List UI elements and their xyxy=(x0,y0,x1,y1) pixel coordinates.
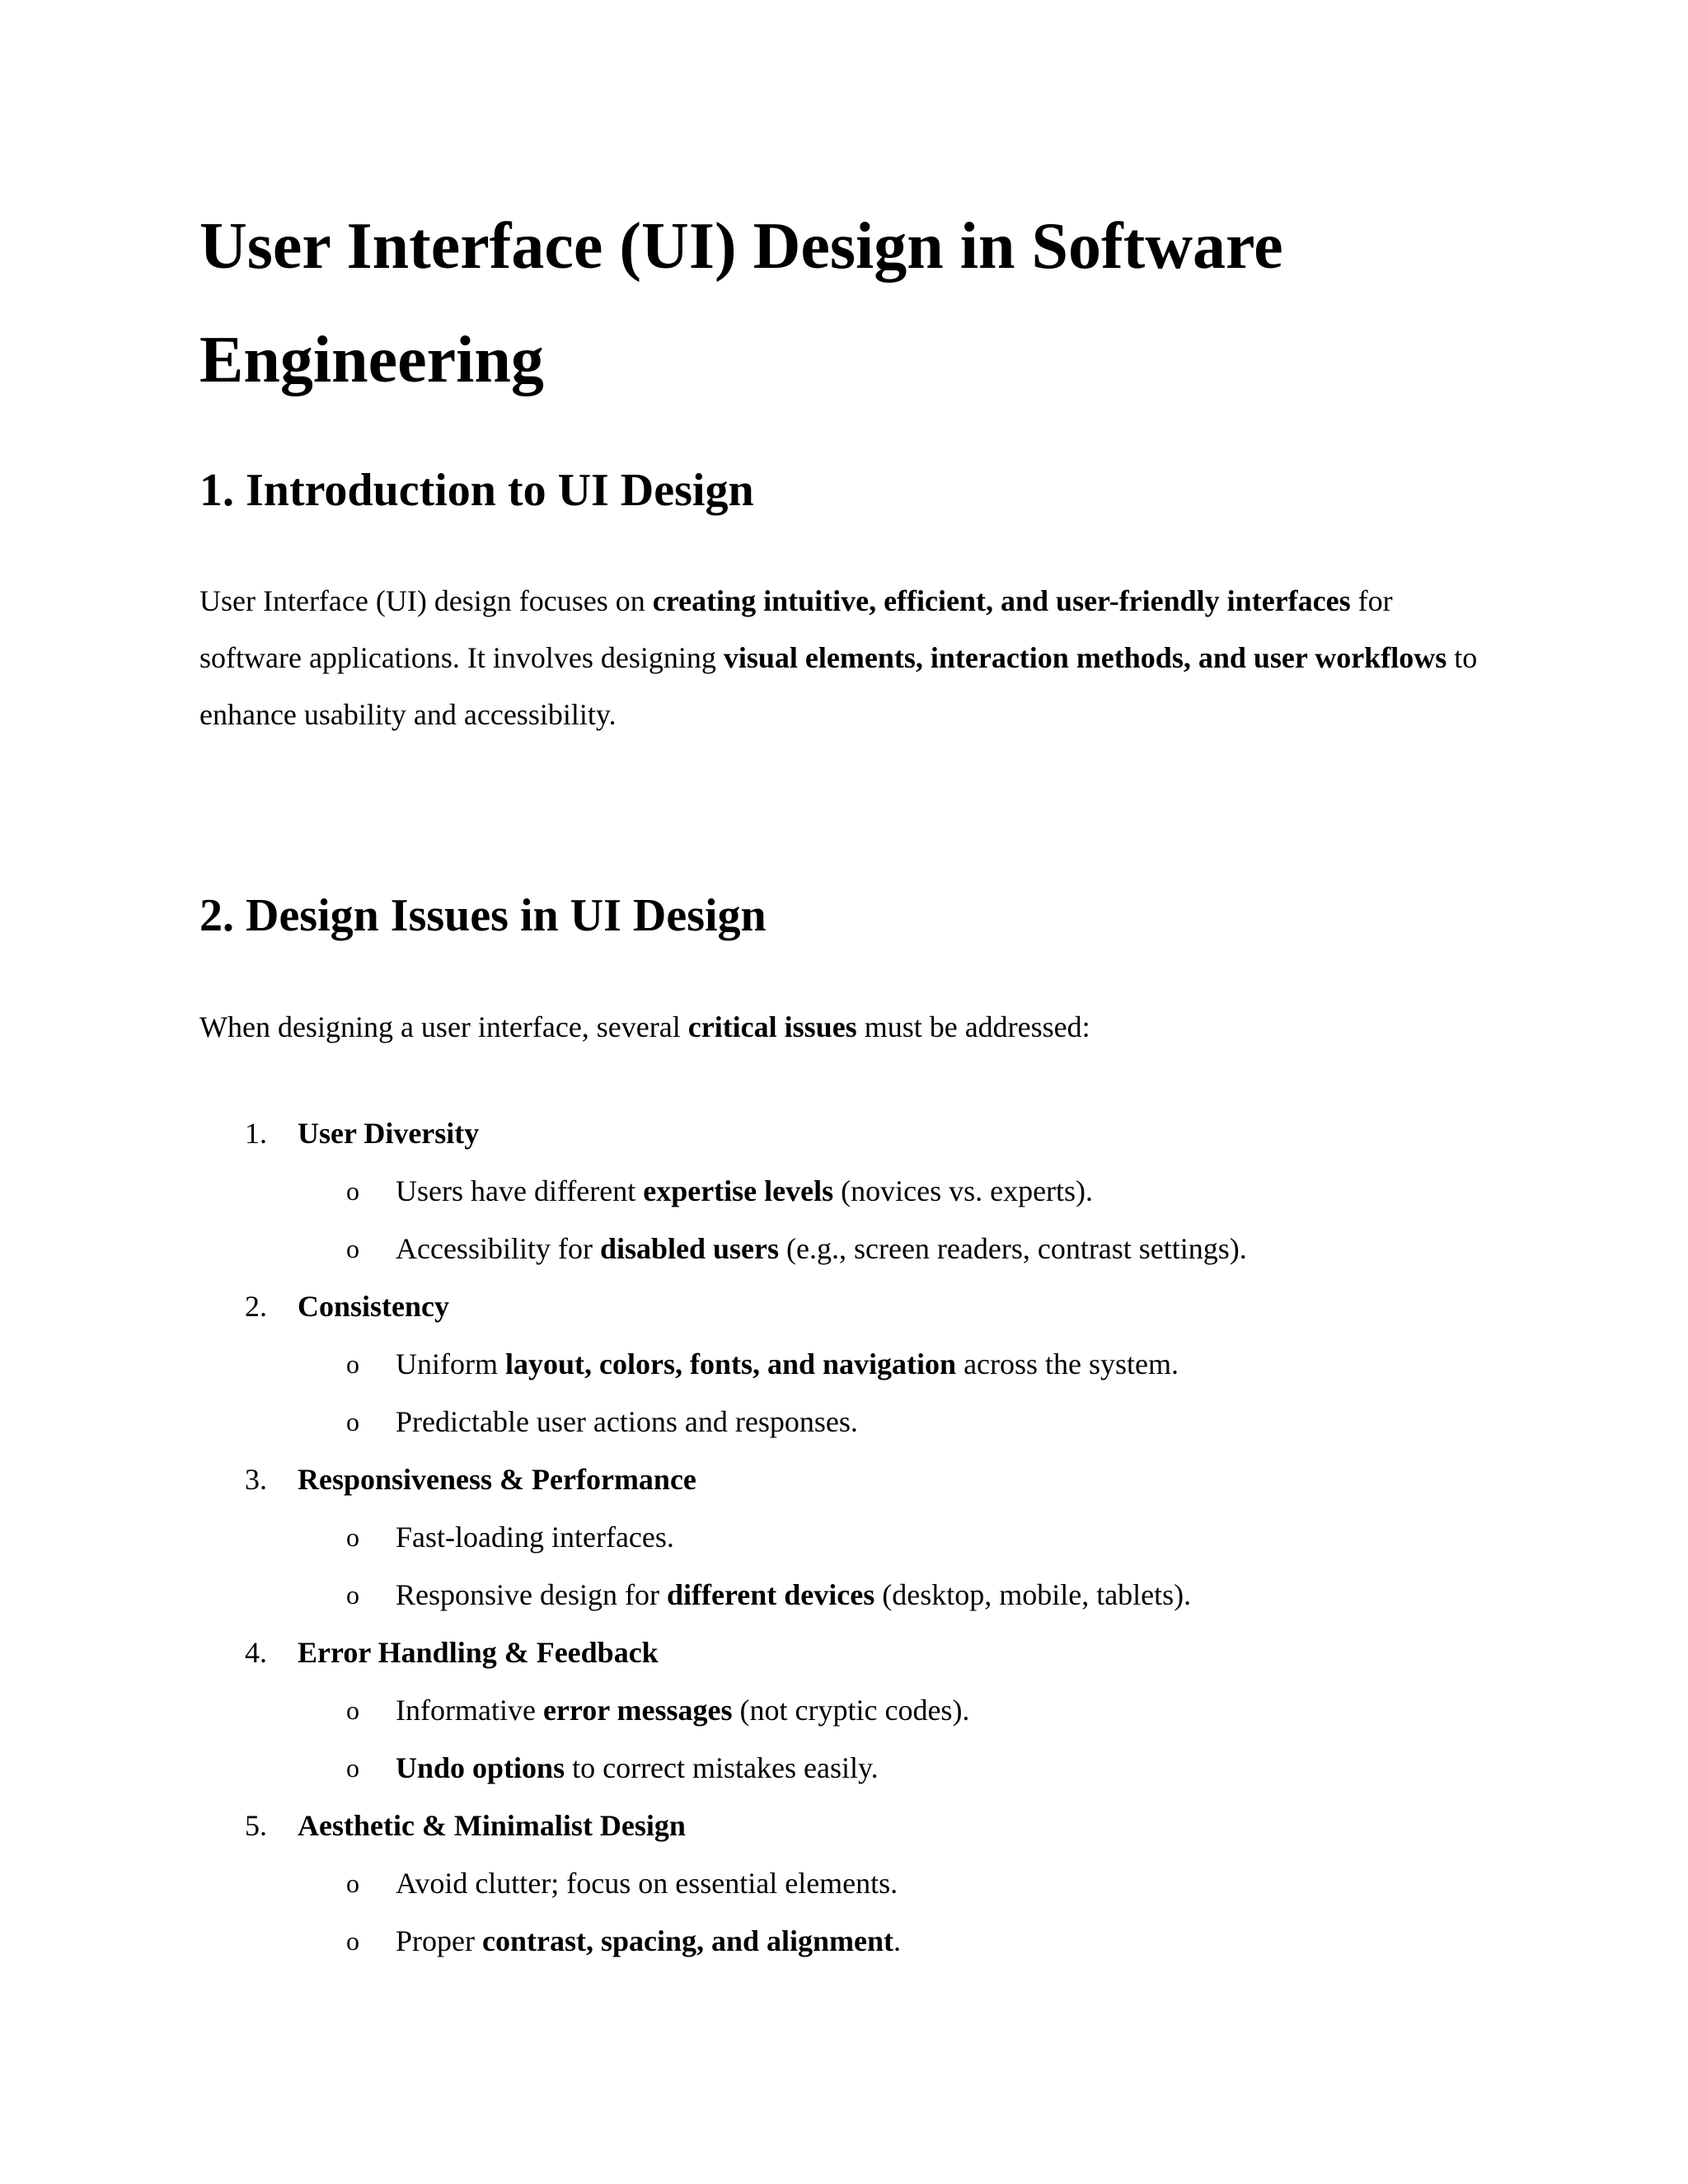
hollow-bullet-icon: o xyxy=(346,1868,359,1898)
list-item-title: User Diversity xyxy=(298,1117,480,1150)
hollow-bullet-icon: o xyxy=(346,1234,359,1263)
hollow-bullet-icon: o xyxy=(346,1176,359,1206)
hollow-bullet-icon: o xyxy=(346,1753,359,1783)
list-item-number: 5. xyxy=(245,1809,267,1842)
sub-list-item xyxy=(199,1854,1518,1912)
sub-list-item xyxy=(199,1335,1518,1393)
list-item-title: Error Handling & Feedback xyxy=(298,1636,659,1669)
list-item xyxy=(199,1451,1518,1508)
list-item xyxy=(199,1624,1518,1681)
sub-list-item xyxy=(199,1566,1518,1624)
sub-list-item xyxy=(199,1508,1518,1566)
hollow-bullet-icon: o xyxy=(346,1926,359,1956)
sub-item-text: Undo options to correct mistakes easily. xyxy=(396,1751,879,1784)
page-title: User Interface (UI) Design in Software Engineering xyxy=(199,210,1283,396)
design-issues-emphasis: critical issues xyxy=(687,1010,857,1043)
sub-list-item xyxy=(199,1681,1518,1739)
sub-item-text: Uniform layout, colors, fonts, and navigation across the system. xyxy=(396,1347,1179,1380)
sub-item-text: Informative error messages (not cryptic codes). xyxy=(396,1694,970,1727)
list-item-title: Responsiveness & Performance xyxy=(298,1463,696,1496)
design-issues-text: must be addressed: xyxy=(856,1010,1090,1043)
list-item-number: 2. xyxy=(245,1290,267,1323)
list-item-title: Aesthetic & Minimalist Design xyxy=(298,1809,686,1842)
list-item xyxy=(199,1277,1518,1335)
list-item xyxy=(199,1797,1518,1854)
section-heading-introduction: 1. Introduction to UI Design xyxy=(199,465,754,516)
intro-text: to enhance usability and accessibility. xyxy=(199,641,1478,731)
hollow-bullet-icon: o xyxy=(346,1580,359,1610)
design-issues-intro xyxy=(199,999,1502,1056)
sub-item-text: Predictable user actions and responses. xyxy=(396,1405,858,1438)
intro-emphasis: creating intuitive, efficient, and user-friendly interfaces xyxy=(652,584,1351,617)
list-item-number: 1. xyxy=(245,1117,267,1150)
sub-item-text: Fast-loading interfaces. xyxy=(396,1521,674,1554)
sub-list-item xyxy=(199,1912,1518,1970)
list-item xyxy=(199,1104,1518,1162)
sub-list-item xyxy=(199,1739,1518,1797)
sub-item-text: Proper contrast, spacing, and alignment. xyxy=(396,1924,902,1957)
list-item-number: 4. xyxy=(245,1636,267,1669)
intro-paragraph xyxy=(199,573,1502,743)
sub-list-item xyxy=(199,1162,1518,1220)
hollow-bullet-icon: o xyxy=(346,1522,359,1552)
sub-item-text: Users have different expertise levels (novices vs. experts). xyxy=(396,1174,1094,1207)
sub-item-text: Avoid clutter; focus on essential elements. xyxy=(396,1867,898,1900)
design-issues-list xyxy=(199,1104,1518,1970)
sub-list-item xyxy=(199,1220,1518,1277)
section-heading-design-issues: 2. Design Issues in UI Design xyxy=(199,890,767,941)
sub-list-item xyxy=(199,1393,1518,1451)
design-issues-text: When designing a user interface, several xyxy=(199,1010,688,1043)
list-item-number: 3. xyxy=(245,1463,267,1496)
intro-text: User Interface (UI) design focuses on xyxy=(199,584,653,617)
hollow-bullet-icon: o xyxy=(346,1695,359,1725)
intro-text: for software applications. It involves designing xyxy=(199,584,1393,674)
list-item-title: Consistency xyxy=(298,1290,450,1323)
hollow-bullet-icon: o xyxy=(346,1407,359,1436)
sub-item-text: Accessibility for disabled users (e.g., screen readers, contrast settings). xyxy=(396,1232,1247,1265)
intro-emphasis: visual elements, interaction methods, and user workflows xyxy=(723,641,1447,674)
hollow-bullet-icon: o xyxy=(346,1349,359,1379)
sub-item-text: Responsive design for different devices (desktop, mobile, tablets). xyxy=(396,1578,1192,1611)
